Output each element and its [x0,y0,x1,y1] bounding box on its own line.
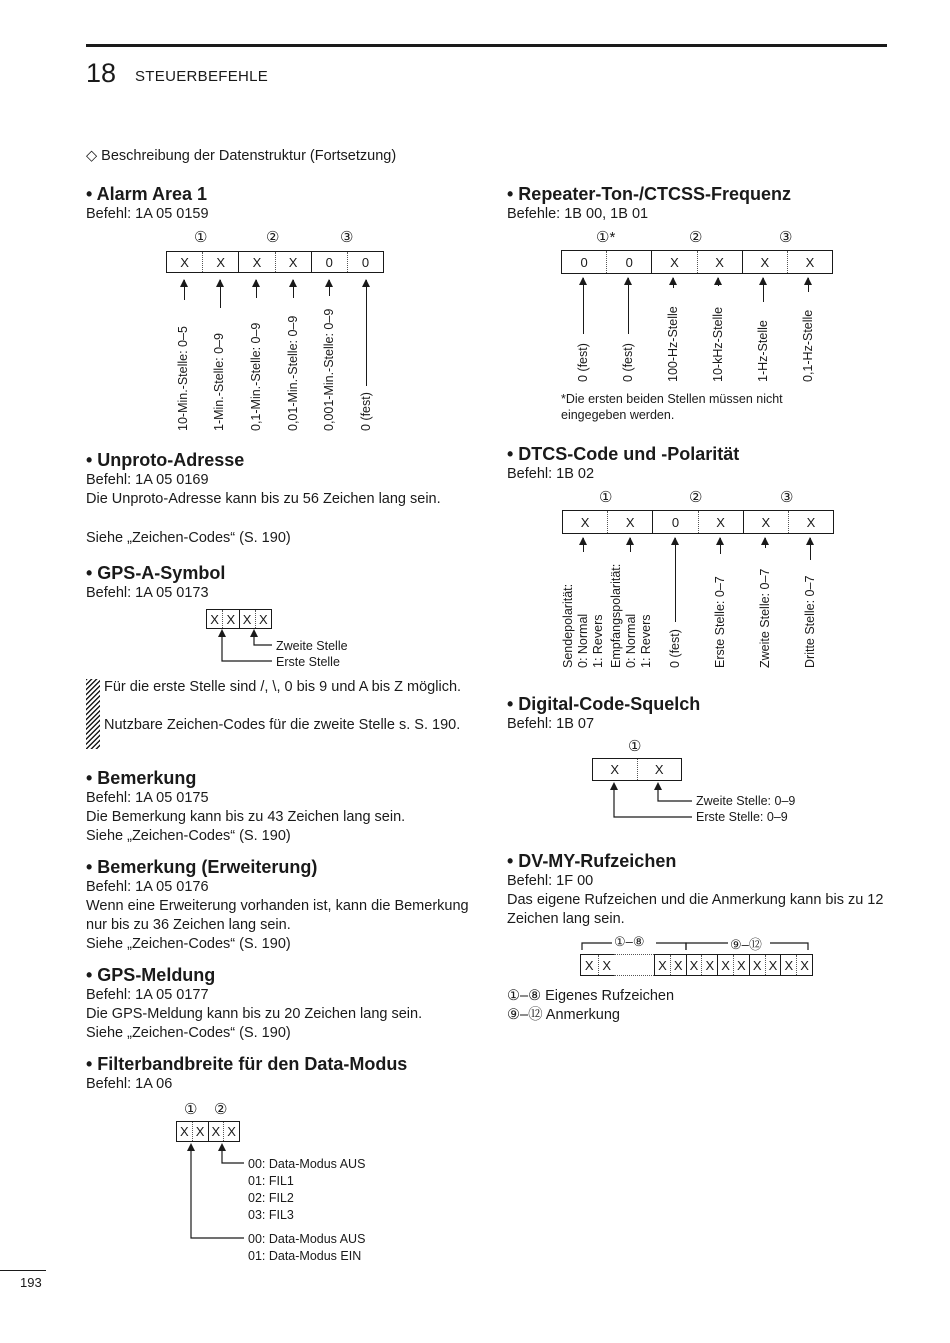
alarm-heading: • Alarm Area 1 [86,184,208,204]
filter-opt2-0: 00: Data-Modus AUS [248,1157,366,1171]
dvmy-box-a [580,954,615,976]
dtcs-recv-opt: 1: Revers [639,614,653,668]
bemx-ref: Siehe „Zeichen-Codes“ (S. 190) [86,936,291,952]
dtcs-cell: X [744,511,789,533]
gpsa-second: Zweite Stelle [276,639,348,653]
dtcs-cmd: Befehl: 1B 02 [507,466,595,482]
dvmy-cmd: Befehl: 1F 00 [507,873,594,889]
dcs-cmd: Befehl: 1B 07 [507,716,595,732]
dvmy-cell: X [655,955,671,975]
dvmy-cell: X [671,955,687,975]
dcs-first: Erste Stelle: 0–9 [696,810,788,824]
dtcs-cell: X [699,511,744,533]
gpsa-first: Erste Stelle [276,655,340,669]
dvmy-cell: X [602,957,612,973]
dvmy-box-b [654,954,813,976]
bemx-cmd: Befehl: 1A 05 0176 [86,879,209,895]
alarm-cmd: Befehl: 1A 05 0159 [86,206,209,222]
dtcs-label: Dritte Stelle: 0–7 [803,575,817,668]
bem-cmd: Befehl: 1A 05 0175 [86,790,209,806]
rep-heading: • Repeater-Ton-/CTCSS-Frequenz [507,184,791,204]
rep-cell: X [652,251,697,273]
gpsa-heading: • GPS-A-Symbol [86,563,226,583]
unproto-cmd: Befehl: 1A 05 0169 [86,472,209,488]
dtcs-send-title: Sendepolarität: [561,583,575,668]
unproto-text: Die Unproto-Adresse kann bis zu 56 Zeichen lang sein. [86,491,441,507]
rep-cell: X [805,254,815,270]
filter-heading: • Filterbandbreite für den Data-Modus [86,1054,408,1074]
dvmy-text: Das eigene Rufzeichen und die Anmerkung kann bis zu 12 Zeichen lang sein. [507,892,884,927]
filter-opt1-1: 01: Data-Modus EIN [248,1249,362,1263]
dvmy-cell: X [734,955,750,975]
rep-label: 10-kHz-Stelle [711,306,725,382]
filter-opt2-2: 02: FIL2 [248,1191,294,1205]
filter-opt1-0: 00: Data-Modus AUS [248,1232,366,1246]
dvmy-cell: X [781,955,797,975]
dtcs-cell: X [563,511,608,533]
gpsa-note-2: Nutzbare Zeichen-Codes für die zweite Stelle s. S. 190. [104,717,461,733]
filter-opt2-3: 03: FIL3 [248,1208,294,1222]
dvmy-brace-2: ⑨–⑫ [730,937,762,952]
rep-cell: 0 [607,251,652,273]
intro-line: ◇ Beschreibung der Datenstruktur (Fortsetzung) [86,148,397,164]
dvmy-legend-2: ⑨–⑫ Anmerkung [507,1007,620,1023]
filter-cell: X [177,1122,193,1141]
gpsm-text: Die GPS-Meldung kann bis zu 20 Zeichen lang sein. [86,1006,423,1022]
alarm-cell: 0 [312,252,348,272]
unproto-heading: • Unproto-Adresse [86,450,245,470]
chapter-number: 18 [86,58,117,88]
gpsa-cell: X [259,611,268,627]
rep-label: 100-Hz-Stelle [666,306,680,382]
rep-cell: 0 [562,251,607,273]
dvmy-cell: X [687,955,703,975]
alarm-cell: X [276,252,312,272]
rep-cell: X [698,251,743,273]
chapter-title: STEUERBEFEHLE [135,68,269,85]
dtcs-send-opt: 0: Normal [576,613,590,668]
bem-text: Die Bemerkung kann bis zu 43 Zeichen lang sein. [86,809,406,825]
rep-cmd: Befehle: 1B 00, 1B 01 [507,206,649,222]
rep-label: 0 (fest) [621,343,635,382]
alarm-cell: X [167,252,203,272]
alarm-label: 10-Min.-Stelle: 0–5 [176,326,190,431]
filter-num-1: ① [184,1101,198,1118]
dtcs-label: 0 (fest) [668,629,682,668]
alarm-cell: X [239,252,275,272]
bem-ref: Siehe „Zeichen-Codes“ (S. 190) [86,828,291,844]
dcs-num-1: ① [628,738,642,755]
filter-cell: X [209,1122,225,1141]
rep-num-3: ③ [779,229,793,246]
gpsm-ref: Siehe „Zeichen-Codes“ (S. 190) [86,1025,291,1041]
unproto-ref: Siehe „Zeichen-Codes“ (S. 190) [86,530,291,546]
page-number-rule [0,1270,46,1290]
alarm-label: 0,01-Min.-Stelle: 0–9 [286,315,300,431]
dvmy-cell: X [702,955,718,975]
alarm-label: 0,1-Min.-Stelle: 0–9 [249,322,263,431]
dtcs-heading: • DTCS-Code und -Polarität [507,444,740,464]
dtcs-label: Zweite Stelle: 0–7 [758,568,772,668]
alarm-num-2: ② [266,229,280,246]
gpsa-cell: X [240,610,256,628]
alarm-cell: X [203,252,239,272]
gpsa-cell: X [223,610,239,628]
dtcs-cell: X [806,514,816,530]
dtcs-num-3: ③ [780,489,794,506]
bem-heading: • Bemerkung [86,768,197,788]
filter-cmd: Befehl: 1A 06 [86,1076,173,1092]
gpsm-cmd: Befehl: 1A 05 0177 [86,987,209,1003]
bemx-heading: • Bemerkung (Erweiterung) [86,857,318,877]
dvmy-brace-1: ①–⑧ [614,934,645,949]
rep-num-2: ② [689,229,703,246]
alarm-num-3: ③ [340,229,354,246]
rep-cell: X [743,251,788,273]
dvmy-legend-1: ①–⑧ Eigenes Rufzeichen [507,988,675,1004]
dvmy-cell: X [766,955,782,975]
dtcs-recv-title: Empfangspolarität: [609,563,623,668]
alarm-cell: 0 [361,254,370,270]
gpsa-cmd: Befehl: 1A 05 0173 [86,585,209,601]
filter-opt2-1: 01: FIL1 [248,1174,294,1188]
dvmy-cell: X [718,955,734,975]
alarm-label: 0,001-Min.-Stelle: 0–9 [322,308,336,431]
filter-cell: X [227,1124,236,1139]
dtcs-send-opt: 1: Revers [591,614,605,668]
dtcs-cell: 0 [653,511,698,533]
page-number: 193 [20,1275,42,1290]
dtcs-num-2: ② [689,489,703,506]
dcs-heading: • Digital-Code-Squelch [507,694,701,714]
gpsm-heading: • GPS-Meldung [86,965,216,985]
dtcs-recv-opt: 0: Normal [624,613,638,668]
alarm-num-1: ① [194,229,208,246]
dcs-cell: X [593,759,638,780]
bemx-text: Wenn eine Erweiterung vorhanden ist, kann die Bemerkung nur bis zu 36 Zeichen lang sein. [86,898,469,933]
dcs-cell: X [654,762,664,777]
dvmy-heading: • DV-MY-Rufzeichen [507,851,677,871]
dtcs-label: Erste Stelle: 0–7 [713,576,727,668]
alarm-label: 1-Min.-Stelle: 0–9 [212,333,226,431]
dtcs-cell: X [608,511,653,533]
rep-num-1: ①* [596,229,616,246]
filter-cell: X [193,1122,209,1141]
dvmy-cell: X [750,955,766,975]
dvmy-cell: X [800,957,809,973]
dvmy-gap [614,954,654,976]
rep-label: 0 (fest) [576,343,590,382]
dcs-second: Zweite Stelle: 0–9 [696,794,796,808]
dvmy-cell: X [581,955,599,975]
filter-num-2: ② [214,1101,228,1118]
gpsa-note-1: Für die erste Stelle sind /, \, 0 bis 9 und A bis Z möglich. [104,679,462,695]
alarm-label: 0 (fest) [359,392,373,431]
rep-label: 0,1-Hz-Stelle [801,309,815,382]
rep-note: *Die ersten beiden Stellen müssen nicht eingegeben werden. [561,392,783,422]
rep-label: 1-Hz-Stelle [756,320,770,382]
dtcs-num-1: ① [599,489,613,506]
gpsa-cell: X [207,610,223,628]
